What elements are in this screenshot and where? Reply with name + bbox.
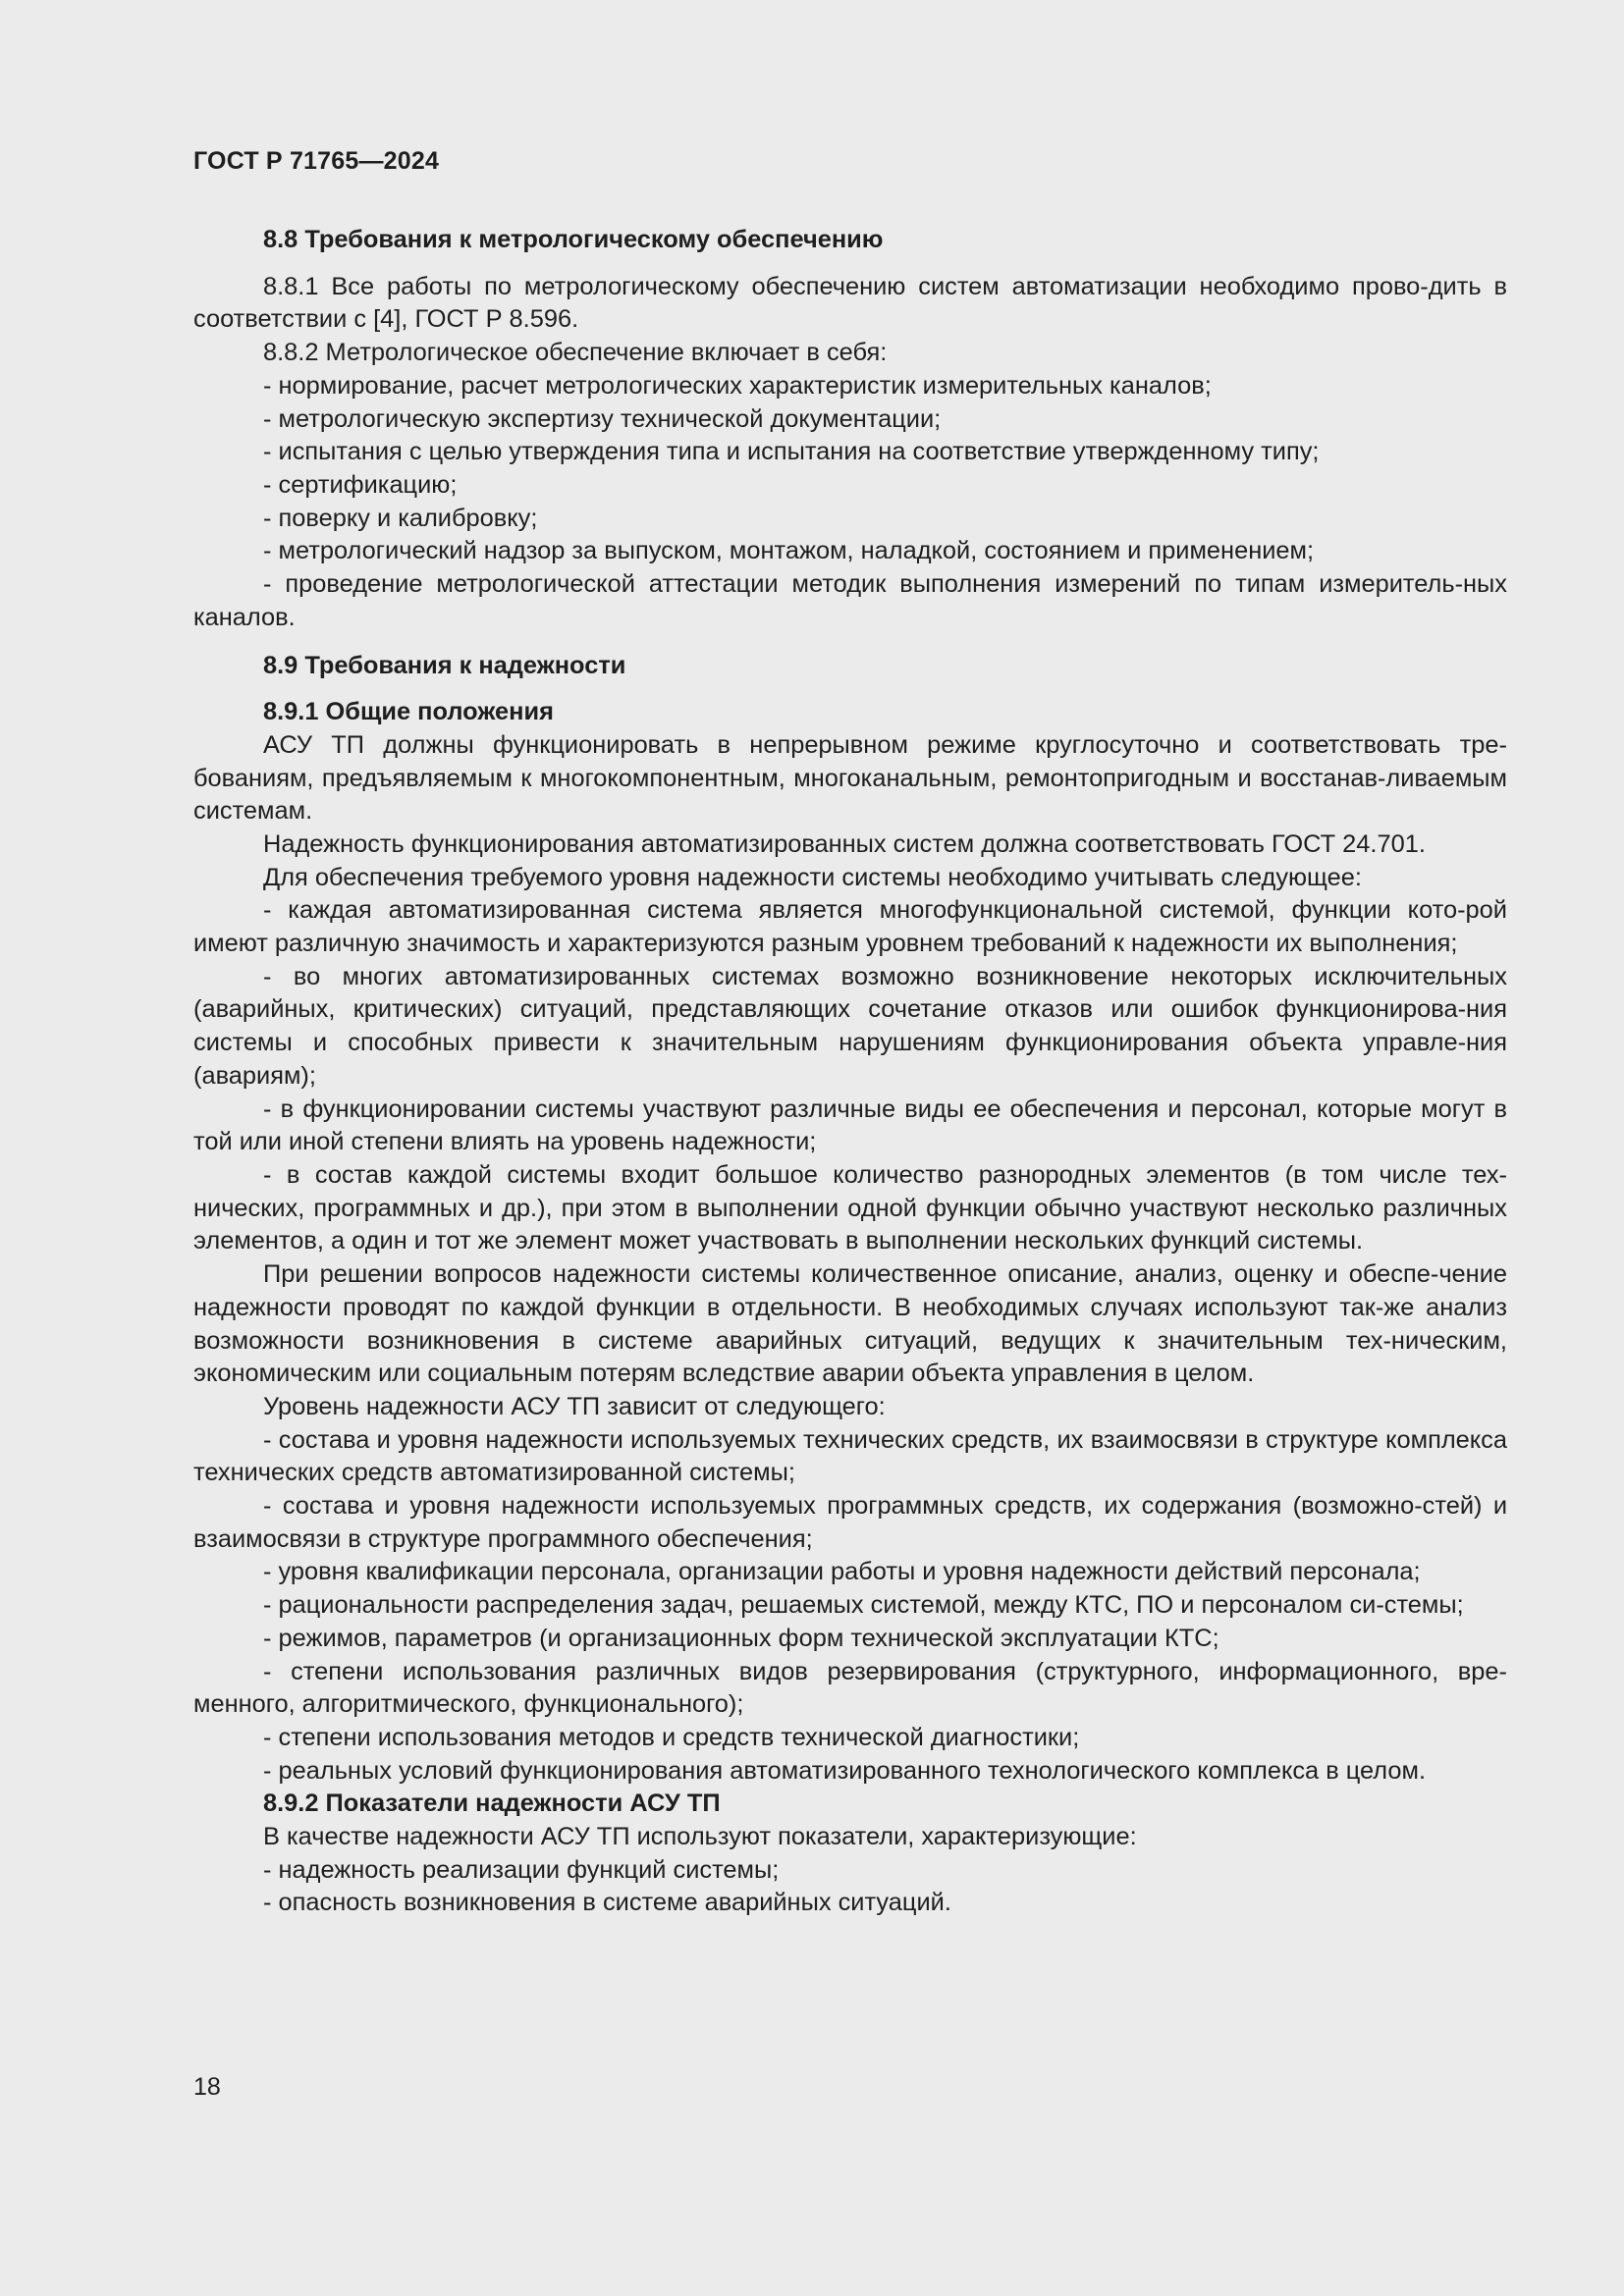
list-item: - сертификацию; [263,470,458,499]
paragraph: 8.8.1 Все работы по метрологическому обеспечению систем автоматизации необходимо прово-дить в соответствии с [4], ГОСТ Р 8.596. [193,272,1507,334]
list-item: - испытания с целью утверждения типа и испытания на соответствие утвержденному типу; [263,438,1320,466]
list-item: - в функционировании системы участвуют различные виды ее обеспечения и персонал, которые могут в той или иной степени влиять на уровень надежности; [193,1095,1507,1156]
list-item: - состава и уровня надежности используемых программных средств, их содержания (возможно-стей) и взаимосвязи в структуре программного обеспечения; [193,1492,1507,1553]
list-item: - рациональности распределения задач, решаемых системой, между КТС, ПО и персоналом си-стемы; [263,1591,1464,1620]
list-item: - каждая автоматизированная система является многофункциональной системой, функции кото-рой имеют различную значимость и характеризуются разным уровнем требований к надежности их выполнения; [193,896,1507,958]
list-item: - метрологический надзор за выпуском, монтажом, наладкой, состоянием и применением; [263,537,1315,565]
list-item: - опасность возникновения в системе аварийных ситуаций. [263,1889,951,1917]
list-item: - состава и уровня надежности используемых технических средств, их взаимосвязи в структуре комплекса технических средств автоматизированной системы; [193,1425,1507,1487]
paragraph: Для обеспечения требуемого уровня надежности системы необходимо учитывать следующее: [263,863,1362,891]
page-number: 18 [193,2073,221,2101]
paragraph: В качестве надежности АСУ ТП используют показатели, характеризующие: [263,1823,1137,1851]
list-item: - проведение метрологической аттестации методик выполнения измерений по типам измеритель-ных каналов. [193,570,1507,631]
paragraph: Надежность функционирования автоматизированных систем должна соответствовать ГОСТ 24.701. [263,829,1426,858]
document-header: ГОСТ Р 71765—2024 [193,147,440,175]
list-item: - во многих автоматизированных системах возможно возникновение некоторых исключительных (аварийных, критических) ситуаций, представляющих сочетание отказов или ошибок функционирова-ния системы и способных привести к значительным нарушениям функционирования объекта управле-ния (авариям); [193,962,1507,1090]
list-item: - в состав каждой системы входит большое количество разнородных элементов (в том числе тех-нических, программных и др.), при этом в выполнении одной функции обычно участвуют несколько различных элементов, а один и тот же элемент может участвовать в выполнении нескольких функций системы. [193,1160,1507,1255]
paragraph: Уровень надежности АСУ ТП зависит от следующего: [263,1392,886,1420]
list-item: - степени использования различных видов резервирования (структурного, информационного, вре-менного, алгоритмического, функционального); [193,1657,1507,1719]
paragraph: При решении вопросов надежности системы количественное описание, анализ, оценку и обеспе-чение надежности проводят по каждой функции в отдельности. В необходимых случаях используют так-же анализ возможности возникновения в системе аварийных ситуаций, ведущих к значительным тех-ническим, экономическим или социальным потерям вследствие аварии объекта управления в целом. [193,1260,1507,1388]
list-item: - надежность реализации функций системы; [263,1855,780,1884]
subsection-8-9-2-title: 8.9.2 Показатели надежности АСУ ТП [263,1789,721,1818]
list-item: - уровня квалификации персонала, организации работы и уровня надежности действий персонала; [263,1558,1421,1586]
subsection-8-9-1-title: 8.9.1 Общие положения [263,698,554,726]
section-8-8-title: 8.8 Требования к метрологическому обеспечению [263,226,884,253]
document-body [193,224,1507,1920]
section-8-9-title: 8.9 Требования к надежности [263,652,626,680]
list-item: - нормирование, расчет метрологических характеристик измерительных каналов; [263,371,1212,400]
list-item: - реальных условий функционирования автоматизированного технологического комплекса в целом. [263,1756,1427,1785]
list-item: - режимов, параметров (и организационных форм технической эксплуатации КТС; [263,1624,1219,1652]
paragraph: АСУ ТП должны функционировать в непрерывном режиме круглосуточно и соответствовать тре-бованиям, предъявляемым к многокомпонентным, многоканальным, ремонтопригодным и восстанав-ливаемым системам. [193,730,1507,826]
list-item: - поверку и калибровку; [263,504,538,532]
paragraph: 8.8.2 Метрологическое обеспечение включает в себя: [263,339,888,367]
list-item: - метрологическую экспертизу технической документации; [263,404,942,433]
list-item: - степени использования методов и средств технической диагностики; [263,1723,1080,1751]
